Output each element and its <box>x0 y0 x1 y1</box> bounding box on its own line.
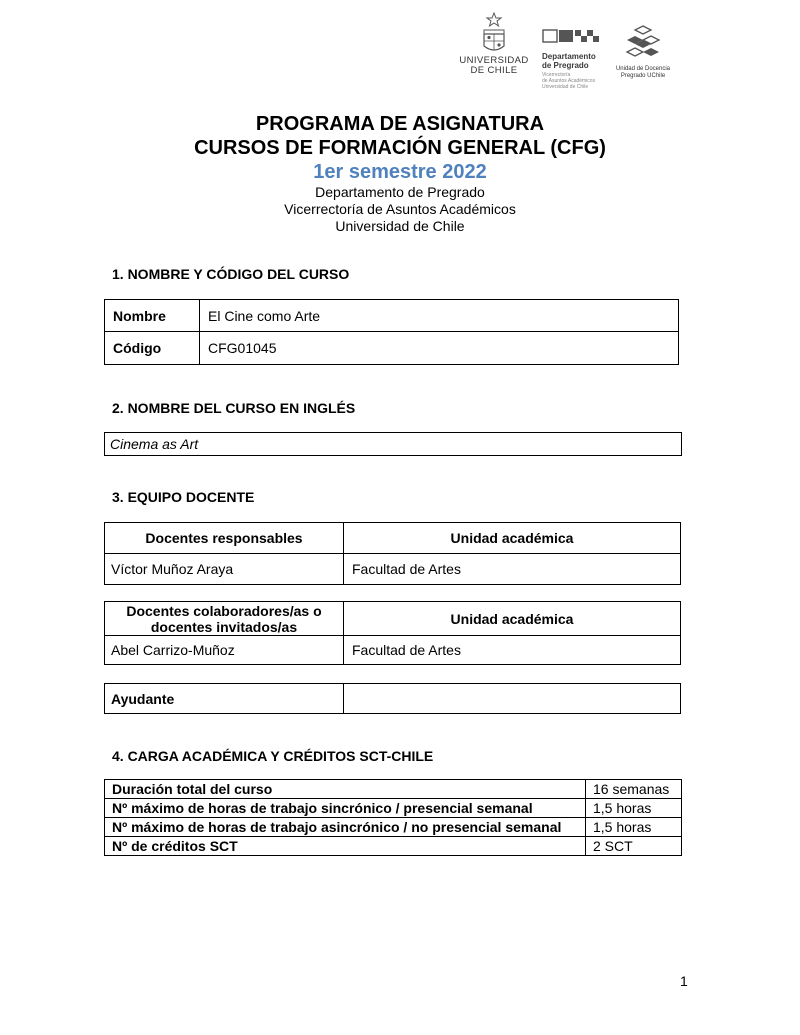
logo-text-line-2: Pregrado UChile <box>620 73 666 79</box>
table-row <box>105 433 682 456</box>
document-subtitle: CURSOS DE FORMACIÓN GENERAL (CFG) <box>194 137 606 159</box>
logo-subtext-1: Vicerrectoría <box>542 72 571 78</box>
ayudante-value <box>344 684 681 714</box>
english-name-table <box>104 432 682 456</box>
document-title: PROGRAMA DE ASIGNATURA <box>255 113 545 135</box>
carga-value: 2 SCT <box>586 837 682 856</box>
ayudante-label: Ayudante <box>105 684 344 714</box>
table-row <box>105 554 681 585</box>
carga-value: 16 semanas <box>586 780 682 799</box>
unidad-docencia-logo <box>610 24 676 80</box>
name-value: El Cine como Arte <box>200 300 679 332</box>
logo-text-line-1: Unidad de Docencia <box>615 66 671 72</box>
docentes-colaboradores-table <box>104 601 681 665</box>
unidad-cubes-icon <box>625 24 661 58</box>
table-row <box>105 523 681 554</box>
english-name-value: Cinema as Art <box>105 433 682 456</box>
logo-text-line-2: de Pregrado <box>542 61 589 70</box>
logo-subtext-2: de Asuntos Académicos <box>542 78 596 84</box>
header-line-2: docentes invitados/as <box>150 618 298 635</box>
page-number: 1 <box>680 973 688 989</box>
carga-label: Nº máximo de horas de trabajo asincrónico / no presencial semanal <box>105 818 586 837</box>
vicerrectoria-line: Vicerrectoría de Asuntos Académicos <box>284 201 516 217</box>
header-docentes-responsables: Docentes responsables <box>105 523 344 554</box>
carga-value: 1,5 horas <box>586 818 682 837</box>
responsable-unit: Facultad de Artes <box>344 554 681 585</box>
code-value: CFG01045 <box>200 332 679 365</box>
table-row <box>105 300 679 332</box>
carga-label: Nº de créditos SCT <box>105 837 586 856</box>
carga-value: 1,5 horas <box>586 799 682 818</box>
table-row <box>105 684 681 714</box>
section-4-heading: 4. CARGA ACADÉMICA Y CRÉDITOS SCT-CHILE <box>112 748 434 764</box>
course-name-code-table <box>104 299 679 365</box>
carga-label: Nº máximo de horas de trabajo sincrónico / presencial semanal <box>105 799 586 818</box>
code-label: Código <box>105 332 200 365</box>
pregrado-blocks-icon <box>542 28 602 44</box>
responsable-name: Víctor Muñoz Araya <box>105 554 344 585</box>
table-row <box>105 799 682 818</box>
carga-label: Duración total del curso <box>105 780 586 799</box>
logo-text-line-1: UNIVERSIDAD <box>459 55 529 66</box>
table-row <box>105 780 682 799</box>
section-1-heading: 1. NOMBRE Y CÓDIGO DEL CURSO <box>112 266 350 282</box>
university-seal-icon <box>479 12 509 56</box>
table-row <box>105 818 682 837</box>
table-row <box>105 837 682 856</box>
header-unidad-academica: Unidad académica <box>344 602 681 636</box>
table-row <box>105 636 681 665</box>
colaborador-name: Abel Carrizo-Muñoz <box>105 636 344 665</box>
docentes-responsables-table <box>104 522 681 585</box>
ayudante-table <box>104 683 681 714</box>
name-label: Nombre <box>105 300 200 332</box>
header-line-1: Docentes colaboradores/as o <box>126 602 322 619</box>
universidad-de-chile-logo <box>456 12 532 76</box>
section-2-heading: 2. NOMBRE DEL CURSO EN INGLÉS <box>112 400 356 416</box>
university-line: Universidad de Chile <box>335 218 465 234</box>
logo-text-line-1: Departamento <box>542 52 596 61</box>
carga-academica-table <box>104 779 682 856</box>
section-3-heading: 3. EQUIPO DOCENTE <box>112 489 255 505</box>
table-row <box>105 332 679 365</box>
departamento-pregrado-logo <box>542 28 610 90</box>
semester-label: 1er semestre 2022 <box>313 161 487 183</box>
logo-text-line-2: DE CHILE <box>470 65 518 76</box>
colaborador-unit: Facultad de Artes <box>344 636 681 665</box>
department-line: Departamento de Pregrado <box>315 184 485 200</box>
table-row <box>105 602 681 636</box>
header-unidad-academica: Unidad académica <box>344 523 681 554</box>
header-docentes-colaboradores <box>105 602 344 636</box>
logo-subtext-3: Universidad de Chile <box>542 84 589 90</box>
